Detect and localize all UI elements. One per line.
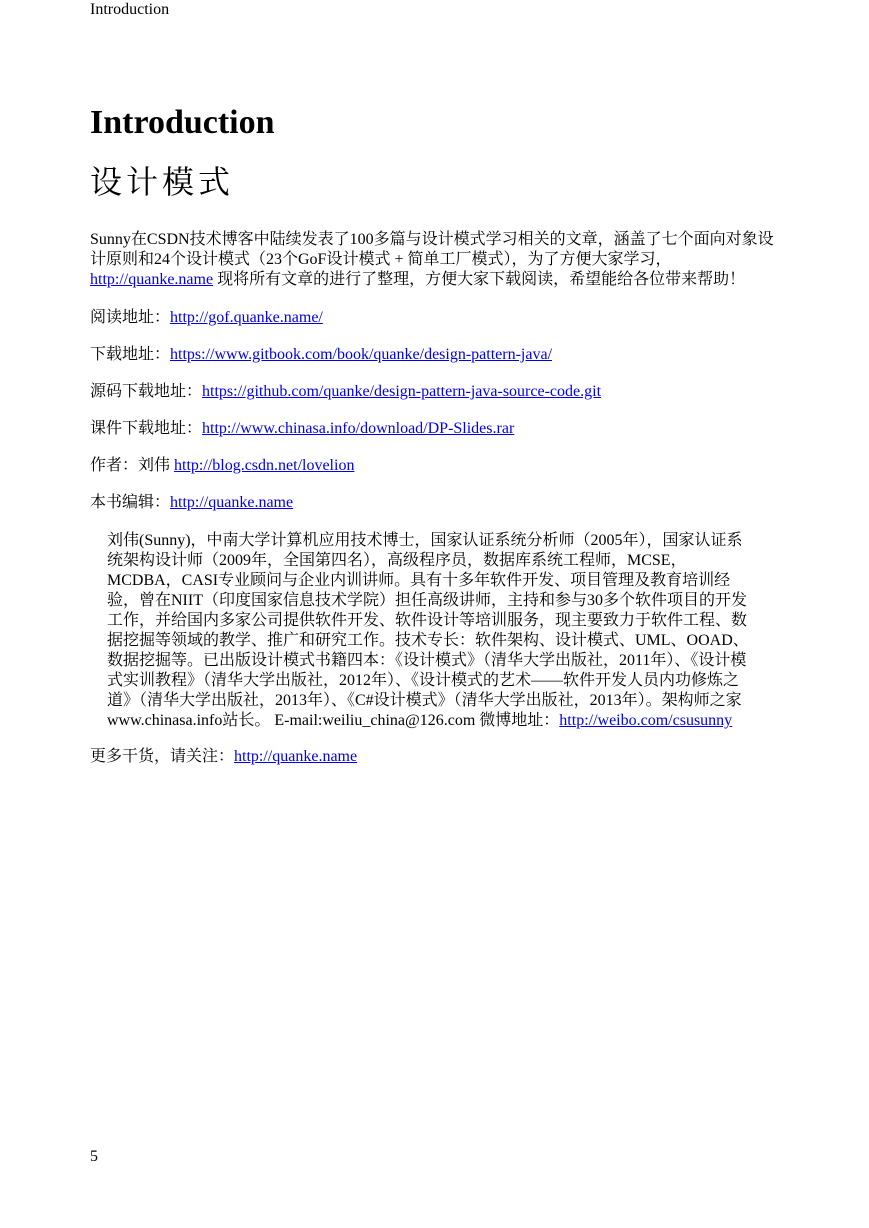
slides-download-label: 课件下载地址：: [90, 420, 203, 437]
follow-link[interactable]: http://quanke.name: [234, 748, 358, 765]
author-label: 作者：刘伟: [90, 457, 175, 474]
follow-line: [90, 747, 780, 767]
editor-label: 本书编辑：: [90, 494, 171, 511]
source-download-link[interactable]: https://github.com/quanke/design-pattern-java-source-code.git: [202, 383, 602, 400]
author-blog-link[interactable]: http://blog.csdn.net/lovelion: [174, 457, 355, 474]
source-download-line: [90, 382, 780, 403]
download-address-label: 下载地址：: [90, 346, 171, 363]
editor-link[interactable]: http://quanke.name: [170, 494, 294, 511]
running-header: Introduction: [90, 1, 170, 18]
page-content: [90, 100, 780, 767]
editor-line: [90, 493, 780, 514]
intro-paragraph: [90, 230, 780, 290]
page-subtitle: 设计模式: [90, 164, 235, 200]
intro-text-end: 现将所有文章的进行了整理，方便大家下载阅读，希望能给各位带来帮助！: [213, 271, 746, 288]
weibo-link[interactable]: http://weibo.com/csusunny: [559, 712, 733, 729]
read-address-link[interactable]: http://gof.quanke.name/: [170, 309, 323, 326]
source-download-label: 源码下载地址：: [90, 383, 203, 400]
slides-download-link[interactable]: http://www.chinasa.info/download/DP-Slides.rar: [202, 420, 515, 437]
author-bio-quote: [107, 531, 757, 731]
intro-link[interactable]: http://quanke.name: [90, 271, 214, 288]
page-number: 5: [90, 1148, 98, 1165]
read-address-label: 阅读地址：: [90, 309, 171, 326]
page-title: Introduction: [90, 104, 275, 141]
intro-text-start: Sunny在CSDN技术博客中陆续发表了100多篇与设计模式学习相关的文章，涵盖了七个面向对象设计原则和24个设计模式（23个GoF设计模式 + 简单工厂模式），为了方便大家学习，: [90, 231, 774, 268]
author-bio-text: 刘伟(Sunny)，中南大学计算机应用技术博士，国家认证系统分析师（2005年），国家认证系统架构设计师（2009年，全国第四名），高级程序员，数据库系统工程师，MCSE，MCDBA，CASI专业顾问与企业内训讲师。具有十多年软件开发、项目管理及教育培训经验，曾在NIIT（印度国家信息技术学院）担任高级讲师，主持和参与30多个软件项目的开发工作，并给国内多家公司提供软件开发、软件设计等培训服务，现主要致力于软件工程、数据挖掘等领域的教学、推广和研究工作。技术专长：软件架构、设计模式、UML、OOAD、数据挖掘等。已出版设计模式书籍四本：《设计模式》（清华大学出版社，2011年）、《设计模式实训教程》（清华大学出版社，2012年）、《设计模式的艺术——软件开发人员内功修炼之道》（清华大学出版社，2013年）、《C#设计模式》（清华大学出版社，2013年）。架构师之家www.chinasa.info站长。 E-mail:weiliu_china@126.com 微博地址：: [107, 532, 749, 729]
follow-label: 更多干货，请关注：: [90, 748, 235, 765]
author-line: [90, 456, 780, 477]
download-address-link[interactable]: https://www.gitbook.com/book/quanke/design-pattern-java/: [170, 346, 553, 363]
download-address-line: [90, 345, 780, 366]
read-address-line: [90, 308, 780, 329]
slides-download-line: [90, 419, 780, 440]
author-bio-paragraph: [107, 531, 757, 731]
